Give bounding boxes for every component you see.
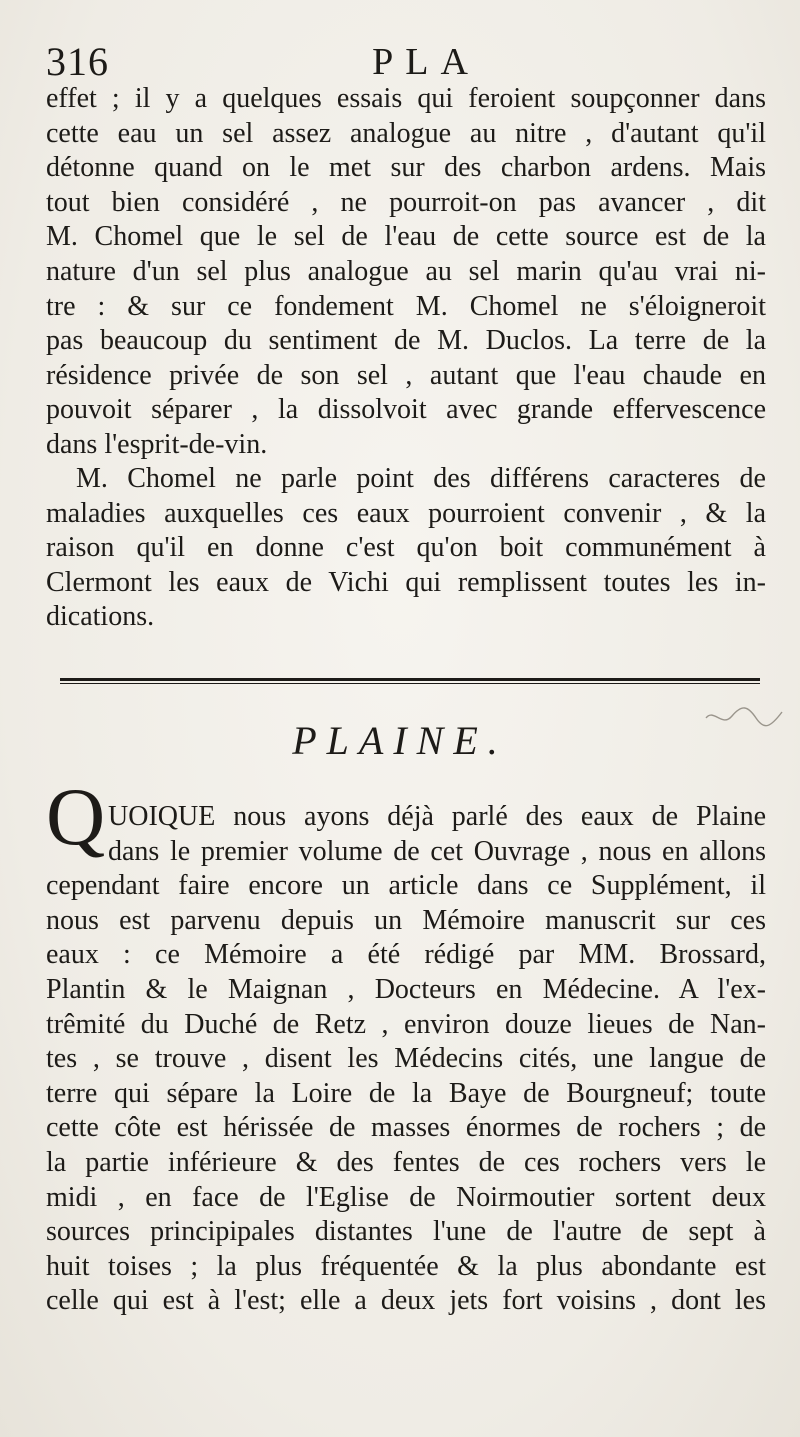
text-line: tre : & sur ce fondement M. Chomel ne s'éloigneroit <box>46 290 766 322</box>
text-line: trêmité du Duché de Retz , environ douze lieues de Nan- <box>46 1008 766 1040</box>
text-line: nous est parvenu depuis un Mémoire manuscrit sur ces <box>46 904 766 936</box>
text-line: tes , se trouve , disent les Médecins cités, une langue de <box>46 1043 766 1075</box>
section-title: PLAINE. <box>292 718 508 763</box>
paragraph-continued <box>46 82 766 463</box>
text-line: eaux : ce Mémoire a été rédigé par MM. Brossard, <box>46 939 766 971</box>
text-line: dans le premier volume de cet Ouvrage , nous en allons <box>108 835 766 867</box>
text-line: Plantin & le Maignan , Docteurs en Médecine. A l'ex- <box>46 973 766 1005</box>
text-line: dans l'esprit-de-vin. <box>46 428 268 460</box>
text-line: Clermont les eaux de Vichi qui remplissent toutes les in- <box>46 566 766 598</box>
text-line: sources principipales distantes l'une de l'autre de sept à <box>46 1216 766 1248</box>
text-line: UOIQUE nous ayons déjà parlé des eaux de Plaine <box>108 801 766 832</box>
section-divider <box>60 678 760 684</box>
text-line: cette eau un sel assez analogue au nitre , d'autant qu'il <box>46 117 766 149</box>
text-line: cette côte est hérissée de masses énormes de rochers ; de <box>46 1112 766 1144</box>
text-line: la partie inférieure & des fentes de ces rochers vers le <box>46 1146 766 1178</box>
text-line: M. Chomel que le sel de l'eau de cette source est de la <box>46 221 766 253</box>
text-line: nature d'un sel plus analogue au sel marin qu'au vrai ni- <box>46 255 766 287</box>
running-head: PLA <box>372 41 480 83</box>
text-line: terre qui sépare la Loire de la Baye de Bourgneuf; toute <box>46 1077 766 1109</box>
text-line: raison qu'il en donne c'est qu'on boit communément à <box>46 532 766 564</box>
text-line: maladies auxquelles ces eaux pourroient convenir , & la <box>46 497 766 529</box>
text-line: dications. <box>46 601 155 633</box>
drop-cap: Q <box>46 771 106 862</box>
paragraph-plaine <box>46 800 766 1319</box>
text-line: résidence privée de son sel , autant que l'eau chaude en <box>46 359 766 391</box>
text-line: tout bien considéré , ne pourroit-on pas avancer , dit <box>46 186 766 218</box>
page-number: 316 <box>46 39 109 84</box>
text-line: huit toises ; la plus fréquentée & la plus abondante est <box>46 1250 766 1282</box>
text-line: effet ; il y a quelques essais qui feroient soupçonner dans <box>46 83 766 114</box>
text-line: détonne quand on le met sur des charbon ardens. Mais <box>46 152 766 184</box>
text-line: pas beaucoup du sentiment de M. Duclos. La terre de la <box>46 325 766 357</box>
text-line: cependant faire encore un article dans ce Supplément, il <box>46 870 766 902</box>
text-line: pouvoit séparer , la dissolvoit avec grande effervescence <box>46 394 766 426</box>
text-line: M. Chomel ne parle point des différens caracteres de <box>76 463 766 494</box>
text-line: celle qui est à l'est; elle a deux jets fort voisins , dont les <box>46 1285 766 1317</box>
text-line: midi , en face de l'Eglise de Noirmoutier sortent deux <box>46 1181 766 1213</box>
paragraph-chomel <box>46 462 766 635</box>
